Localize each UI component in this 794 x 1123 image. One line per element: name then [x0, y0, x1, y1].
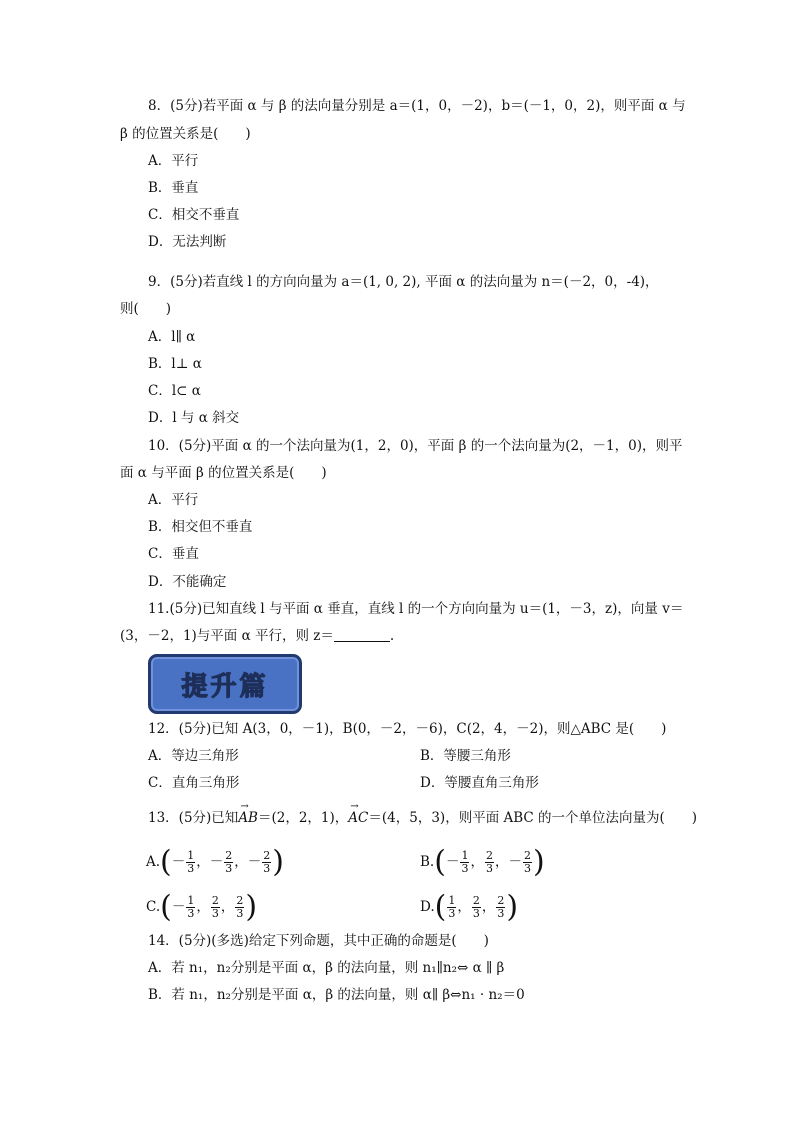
numerator: 1	[187, 849, 195, 862]
numerator: 2	[211, 894, 219, 907]
q10-option-b: B．相交但不垂直	[148, 519, 253, 535]
fraction	[496, 895, 505, 920]
comma: ，	[457, 899, 471, 915]
comma: ，	[196, 854, 210, 870]
denominator: 3	[448, 907, 456, 920]
q9-stem-line1: 9．(5分)若直线 l 的方向向量为 a＝(1, 0, 2), 平面 α 的法向量为 n＝(－2，0，-4)，	[148, 274, 659, 290]
q10-stem-line1: 10．(5分)平面 α 的一个法向量为(1，2，0)，平面 β 的一个法向量为(2，－1，0)，则平	[148, 438, 683, 454]
q14-stem: 14．(5分)(多选)给定下列命题，其中正确的命题是( )	[148, 933, 489, 949]
option-label: C.	[146, 899, 161, 915]
q11-period: .	[389, 628, 395, 644]
q8-option-b: B．垂直	[148, 180, 199, 196]
comma: ，	[494, 854, 509, 870]
comma: ，	[481, 899, 496, 915]
vector-ab: → AB	[238, 808, 258, 828]
denominator: 3	[187, 862, 195, 875]
numerator: 1	[461, 849, 469, 862]
sign: －	[171, 854, 186, 870]
q8-stem-line2: β 的位置关系是( )	[120, 126, 251, 142]
numerator: 2	[497, 894, 505, 907]
numerator: 1	[448, 894, 456, 907]
comma: ，	[220, 899, 235, 915]
section-banner	[148, 654, 302, 714]
q10-option-c: C．垂直	[148, 546, 199, 562]
fraction	[224, 850, 233, 875]
sign: －	[508, 854, 522, 870]
q9-option-b: B．l⊥ α	[148, 356, 202, 372]
vector-ac: → AC	[348, 808, 368, 828]
denominator: 3	[472, 907, 480, 920]
fraction	[186, 895, 195, 920]
q12-option-a: A．等边三角形	[148, 748, 239, 764]
q9-option-d: D．l 与 α 斜交	[148, 410, 240, 426]
comma: ，	[196, 899, 210, 915]
q13-option-c: C.(－ $\frac{1}{3}$ ， $\frac{2}{3}$ ， $\frac{2}{3}$ )	[146, 889, 258, 925]
q8-option-a: A．平行	[148, 153, 199, 169]
numerator: 1	[187, 894, 195, 907]
q11-stem-line2-text: (3，－2，1)与平面 α 平行，则 z＝	[120, 628, 334, 644]
sign: －	[209, 854, 224, 870]
q12-stem: 12．(5分)已知 A(3，0，－1)，B(0，－2，－6)，C(2，4，－2)，则△ABC 是( )	[148, 721, 667, 737]
fraction	[472, 895, 481, 920]
fraction	[186, 850, 195, 875]
numerator: 2	[225, 849, 233, 862]
denominator: 3	[523, 862, 531, 875]
fraction	[485, 850, 494, 875]
q8-option-d: D．无法判断	[148, 234, 227, 250]
answer-blank[interactable]	[334, 627, 390, 642]
q8-stem-line1: 8．(5分)若平面 α 与 β 的法向量分别是 a＝(1，0，－2)，b＝(－1，0，2)，则平面 α 与	[148, 98, 686, 114]
section-banner-label: 提升篇	[181, 671, 269, 702]
numerator: 2	[523, 849, 531, 862]
denominator: 3	[263, 862, 271, 875]
option-label: A.	[146, 854, 161, 870]
fraction	[235, 895, 244, 920]
comma: ，	[470, 854, 484, 870]
sign: －	[445, 854, 460, 870]
denominator: 3	[211, 907, 219, 920]
sign: －	[247, 854, 262, 870]
option-label: D.	[420, 899, 435, 915]
option-label: B.	[420, 854, 435, 870]
q13-stem-part2: ＝(2，2，1)，	[257, 810, 349, 826]
q13-stem-part1: 13．(5分)已知	[148, 810, 239, 826]
numerator: 2	[263, 849, 271, 862]
denominator: 3	[485, 862, 493, 875]
denominator: 3	[461, 862, 469, 875]
q13-option-d: D.( $\frac{1}{3}$ ， $\frac{2}{3}$ ， $\frac{2}{3}$ )	[420, 889, 519, 925]
q11-stem-line2	[120, 626, 394, 646]
fraction	[211, 895, 220, 920]
q13-option-b: B.(－ $\frac{1}{3}$ ， $\frac{2}{3}$ ，－ $\frac{2}{3}$ )	[420, 844, 545, 880]
q13-stem-part3: ＝(4，5，3)，则平面 ABC 的一个单位法向量为( )	[368, 810, 698, 826]
denominator: 3	[497, 907, 505, 920]
numerator: 2	[472, 894, 480, 907]
denominator: 3	[225, 862, 233, 875]
q14-option-a: A．若 n₁，n₂分别是平面 α，β 的法向量，则 n₁∥n₂⇔ α ∥ β	[148, 960, 505, 976]
q13-stem	[148, 808, 697, 828]
q11-stem-line1: 11.(5分)已知直线 l 与平面 α 垂直，直线 l 的一个方向向量为 u＝(1，－3，z)，向量 v＝	[148, 601, 684, 617]
fraction	[447, 895, 456, 920]
q12-option-b: B．等腰三角形	[420, 748, 511, 764]
numerator: 2	[236, 894, 244, 907]
q12-option-d: D．等腰直角三角形	[420, 775, 539, 791]
q13-option-a: A.(－ $\frac{1}{3}$ ，－ $\frac{2}{3}$ ，－ $\frac{2}{3}$ )	[146, 844, 284, 880]
q10-option-d: D．不能确定	[148, 574, 227, 590]
fraction	[523, 850, 532, 875]
q10-stem-line2: 面 α 与平面 β 的位置关系是( )	[120, 465, 327, 481]
q9-stem-line2: 则( )	[120, 301, 172, 317]
fraction	[262, 850, 271, 875]
sign: －	[171, 899, 186, 915]
q10-option-a: A．平行	[148, 492, 199, 508]
q8-option-c: C．相交不垂直	[148, 207, 240, 223]
q9-option-c: C．l⊂ α	[148, 383, 201, 399]
q12-option-c: C．直角三角形	[148, 775, 240, 791]
q9-option-a: A．l∥ α	[148, 329, 196, 345]
denominator: 3	[187, 907, 195, 920]
q14-option-b: B．若 n₁，n₂分别是平面 α，β 的法向量，则 α∥ β⇔n₁ · n₂＝0	[148, 987, 525, 1003]
comma: ，	[234, 854, 248, 870]
numerator: 2	[485, 849, 493, 862]
fraction	[460, 850, 469, 875]
denominator: 3	[236, 907, 244, 920]
